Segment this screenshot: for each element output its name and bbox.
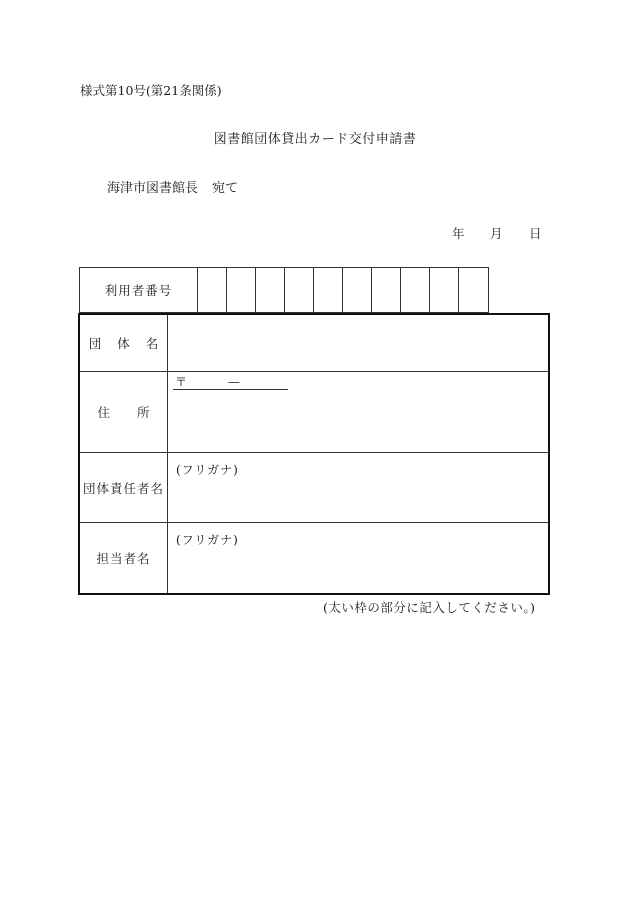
recipient <box>107 177 238 196</box>
group-leader-field[interactable] <box>168 453 548 522</box>
address-row <box>80 372 548 453</box>
document-title: 図書館団体貸出カード交付申請書 <box>213 132 417 147</box>
leader-furigana-label: (フリガナ) <box>176 463 239 477</box>
address-field[interactable] <box>168 372 548 452</box>
group-leader-row <box>80 453 548 523</box>
postal-dash: — <box>228 375 240 389</box>
user-number-digit-box[interactable] <box>343 268 372 312</box>
form-number: 様式第10号(第21条関係) <box>80 83 222 98</box>
user-number-digit-box[interactable] <box>285 268 314 312</box>
date-day-label: 日 <box>529 226 542 241</box>
date-year-label: 年 <box>452 226 465 241</box>
user-number-digit-box[interactable] <box>430 268 459 312</box>
date-month-label: 月 <box>490 226 503 241</box>
user-number-field <box>79 267 489 313</box>
user-number-digit-box[interactable] <box>401 268 430 312</box>
address-label: 住 所 <box>80 372 168 452</box>
user-number-digit-box[interactable] <box>256 268 285 312</box>
application-form-table <box>78 313 550 595</box>
contact-person-field[interactable] <box>168 523 548 593</box>
user-number-digit-box[interactable] <box>314 268 343 312</box>
user-number-label: 利用者番号 <box>80 268 198 312</box>
group-name-label: 団 体 名 <box>80 315 168 371</box>
postal-mark: 〒 <box>175 375 188 389</box>
recipient-suffix: 宛て <box>212 181 239 196</box>
contact-person-row <box>80 523 548 593</box>
contact-person-label: 担当者名 <box>80 523 168 593</box>
group-name-field[interactable] <box>168 315 548 371</box>
user-number-digit-box[interactable] <box>459 268 488 312</box>
footer-note: (太い枠の部分に記入してください。) <box>323 600 536 615</box>
group-leader-label: 団体責任者名 <box>80 453 168 522</box>
user-number-digit-box[interactable] <box>227 268 256 312</box>
contact-furigana-label: (フリガナ) <box>176 533 239 547</box>
postal-code-field[interactable] <box>173 375 288 390</box>
recipient-name: 海津市図書館長 <box>107 181 199 196</box>
group-name-row <box>80 315 548 372</box>
user-number-digit-box[interactable] <box>198 268 227 312</box>
user-number-digit-box[interactable] <box>372 268 401 312</box>
